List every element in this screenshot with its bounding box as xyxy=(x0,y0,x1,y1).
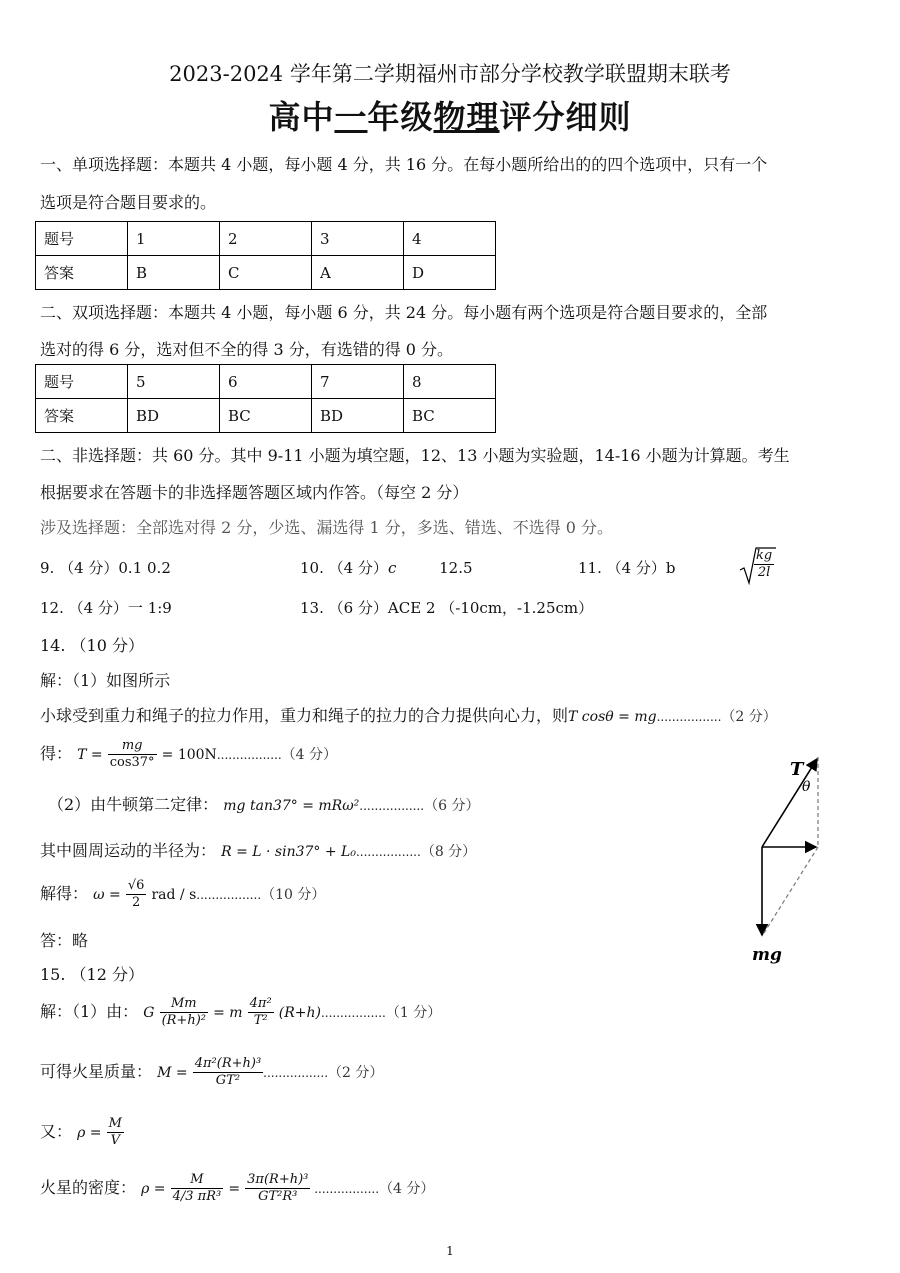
table-cell: B xyxy=(128,256,220,290)
table-cell: 5 xyxy=(128,365,220,399)
q15-mass-text: 可得火星质量： xyxy=(40,1062,153,1081)
q15-eq4-lhs: ρ = xyxy=(141,1181,166,1197)
table-cell: BD xyxy=(128,399,220,433)
q15-eq2-den: GT² xyxy=(215,1073,241,1088)
q15-eq4-den2: GT²R³ xyxy=(258,1189,298,1204)
section1-line2: 选项是符合题目要求的。 xyxy=(40,193,217,212)
force-diagram xyxy=(740,745,840,970)
table-cell: BC xyxy=(220,399,312,433)
q14-eq1: T cosθ = mg xyxy=(568,709,657,725)
table-cell: A xyxy=(312,256,404,290)
section3-line1: 二、非选择题：共 60 分。其中 9-11 小题为填空题，12、13 小题为实验题，14-16 小题为计算题。考生 xyxy=(40,446,790,465)
q15-eq4-mid: = xyxy=(228,1181,241,1197)
table-cell: 2 xyxy=(220,222,312,256)
q14-radius-line: 其中圆周运动的半径为： R = L · sin37° + L₀.................（8 分） xyxy=(40,841,477,860)
q14-score2: （4 分） xyxy=(281,747,338,763)
table-cell: 7 xyxy=(312,365,404,399)
table-row xyxy=(36,256,496,290)
q15-score2: （2 分） xyxy=(328,1065,384,1081)
section2-line1: 二、双项选择题：本题共 4 小题，每小题 6 分，共 24 分。每小题有两个选项是符合题目要求的，全部 xyxy=(40,303,768,322)
table-row xyxy=(36,222,496,256)
q14-eq5-num: √6 xyxy=(127,878,145,893)
q10-value: 12.5 xyxy=(439,559,473,577)
q15-eq4-line: 火星的密度： ρ = $\frac{M}{\text{4/3 πR³}}$ = $\frac{\text{3π(R+h)³}}{\text{GT²R³}}$ .................（4 分） xyxy=(40,1172,435,1204)
q14-heading: 14. （10 分） xyxy=(40,636,144,655)
document-title-line2 xyxy=(0,92,900,138)
q14-eq5-fraction xyxy=(126,878,147,911)
q14-eq5-lhs: ω = xyxy=(93,887,121,903)
section3-note: 涉及选择题：全部选对得 2 分，少选、漏选得 1 分，多选、错选、不选得 0 分。 xyxy=(40,518,614,537)
section1-line1: 一、单项选择题：本题共 4 小题，每小题 4 分，共 16 分。在每小题所给出的的四个选项中，只有一个 xyxy=(40,155,768,174)
q15-density-text: 火星的密度： xyxy=(40,1178,137,1197)
q14-eq2-num: mg xyxy=(108,738,157,755)
q15-score1: （1 分） xyxy=(385,1005,442,1021)
table-cell: 6 xyxy=(220,365,312,399)
q15-eq2-lhs: M = xyxy=(157,1065,188,1081)
q14-eq5-unit: rad / s xyxy=(151,887,197,903)
q10-label: 10. （4 分） xyxy=(300,559,388,577)
q14-eq2-fraction xyxy=(108,738,157,771)
q15-eq4-frac1 xyxy=(171,1172,224,1205)
q11-numerator: kg xyxy=(756,548,773,563)
q15-heading: 15. （12 分） xyxy=(40,965,144,984)
table-cell: 题号 xyxy=(36,365,128,399)
dashed-diagonal-line xyxy=(764,847,818,933)
q15-eq1-mid: = m xyxy=(213,1005,243,1021)
label-T: T xyxy=(790,759,804,780)
section1-table xyxy=(35,221,496,290)
title-part-b: 年级 xyxy=(367,98,434,136)
q15-sol-intro: 解：（1）由： xyxy=(40,1002,139,1021)
answer-q10 xyxy=(300,557,473,578)
q15-eq4-frac2 xyxy=(245,1172,310,1205)
title-part-u2: 物理 xyxy=(433,98,500,136)
q14-score5: （10 分） xyxy=(261,887,326,903)
section2-line2: 选对的得 6 分，选对但不全的得 3 分，有选错的得 0 分。 xyxy=(40,340,454,359)
q14-force-text: 小球受到重力和绳子的拉力作用，重力和绳子的拉力的合力提供向心力，则 xyxy=(40,706,569,725)
q14-eq2-lhs: T = xyxy=(77,747,103,763)
q15-eq1-line: 解：（1）由： G $\frac{Mm}{\text{(R+h)²}}$ = m $\frac{\text{4π²}}{\text{T²}}$ (R+h).................（1 分） xyxy=(40,996,442,1028)
q15-eq2-frac xyxy=(193,1056,263,1089)
table-cell: D xyxy=(404,256,496,290)
q15-eq3-den: V xyxy=(110,1133,120,1148)
q14-solve-line: 解得： ω = $\frac{√6}{2}$ rad / s.................（10 分） xyxy=(40,878,326,910)
q15-eq3-num: M xyxy=(108,1116,122,1131)
q11-denominator: 2l xyxy=(757,565,771,580)
q15-score4: （4 分） xyxy=(379,1181,435,1197)
q15-eq3-lhs: ρ = xyxy=(77,1125,102,1141)
q11-fraction xyxy=(754,548,774,581)
q15-eq1-lhs: G xyxy=(143,1005,155,1021)
section3-line2: 根据要求在答题卡的非选择题答题区域内作答。（每空 2 分） xyxy=(40,483,469,502)
label-mg: mg xyxy=(752,945,782,965)
q14-solution-intro: 解：（1）如图所示 xyxy=(40,671,171,690)
q15-eq1-frac2 xyxy=(248,996,274,1029)
table-cell: C xyxy=(220,256,312,290)
title-part-u1: 一 xyxy=(334,98,368,136)
q15-eq4-num: M xyxy=(171,1172,224,1189)
q14-radius-text: 其中圆周运动的半径为： xyxy=(40,841,217,860)
q14-eq4: R = L · sin37° + L₀ xyxy=(221,844,356,860)
answer-q11: 11. （4 分）b xyxy=(578,559,676,577)
q14-score1: （2 分） xyxy=(721,709,777,725)
q14-force-line: 小球受到重力和绳子的拉力作用，重力和绳子的拉力的合力提供向心力，则T cosθ = mg.................（2 分） xyxy=(40,706,777,725)
document-title-line1: 2023-2024 学年第二学期福州市部分学校教学联盟期末联考 xyxy=(169,62,731,86)
q15-eq2-num: 4π²(R+h)³ xyxy=(194,1056,262,1071)
table-cell: 1 xyxy=(128,222,220,256)
title-part-c: 评分细则 xyxy=(499,98,632,136)
answer-q12: 12. （4 分）一 1:9 xyxy=(40,599,172,617)
table-cell: 3 xyxy=(312,222,404,256)
answer-q13: 13. （6 分）ACE 2 （-10cm，-1.25cm） xyxy=(300,599,594,617)
answer-q9: 9. （4 分）0.1 0.2 xyxy=(40,559,171,577)
q15-eq4-num2: 3π(R+h)³ xyxy=(247,1172,309,1187)
q14-solve-text: 解得： xyxy=(40,884,89,903)
page-number: 1 xyxy=(446,1244,454,1258)
table-cell: BC xyxy=(404,399,496,433)
table-cell: BD xyxy=(312,399,404,433)
q14-eq2-rhs: = 100N xyxy=(161,747,217,763)
q14-newton-line: （2）由牛顿第二定律： mg tan37° = mRω².................（6 分） xyxy=(48,795,480,814)
label-theta: θ xyxy=(802,779,811,795)
q15-eq1-num: Mm xyxy=(160,996,208,1013)
q10-letter: c xyxy=(387,559,397,577)
q15-eq1-den: (R+h)² xyxy=(161,1013,206,1028)
q15-eq4-den: 4/3 πR³ xyxy=(172,1189,222,1204)
table-cell: 4 xyxy=(404,222,496,256)
q15-eq1-rhs: (R+h) xyxy=(278,1005,321,1021)
q14-newton-text: （2）由牛顿第二定律： xyxy=(48,795,219,814)
q14-answer: 答：略 xyxy=(40,931,89,950)
title-part-a: 高中 xyxy=(268,98,335,136)
table-row xyxy=(36,365,496,399)
q15-eq2-line: 可得火星质量： M = $\frac{\text{4π²(R+h)³}}{\text{GT²}}$ .................（2 分） xyxy=(40,1056,384,1088)
q15-again-text: 又： xyxy=(40,1122,73,1141)
q14-score3: （6 分） xyxy=(424,798,480,814)
q14-eq5-den: 2 xyxy=(131,895,141,910)
q15-eq1-frac1 xyxy=(160,996,208,1029)
table-cell: 答案 xyxy=(36,399,128,433)
table-cell: 答案 xyxy=(36,256,128,290)
table-cell: 题号 xyxy=(36,222,128,256)
q14-de: 得： xyxy=(40,744,73,763)
q14-score4: （8 分） xyxy=(420,844,477,860)
q15-eq3-line xyxy=(40,1116,124,1149)
table-cell: 8 xyxy=(404,365,496,399)
section2-table xyxy=(35,364,496,433)
table-row xyxy=(36,399,496,433)
q15-eq1-den2: T² xyxy=(253,1013,268,1028)
q14-eq2-den: cos37° xyxy=(109,755,155,770)
q15-eq1-num2: 4π² xyxy=(249,996,272,1011)
q15-eq3-frac xyxy=(107,1116,124,1149)
q14-eq2-line: 得： T = $\frac{mg}{\cos 37^\circ}$ = 100N.................（4 分） xyxy=(40,738,338,770)
q14-eq3: mg tan37° = mRω² xyxy=(223,798,360,814)
